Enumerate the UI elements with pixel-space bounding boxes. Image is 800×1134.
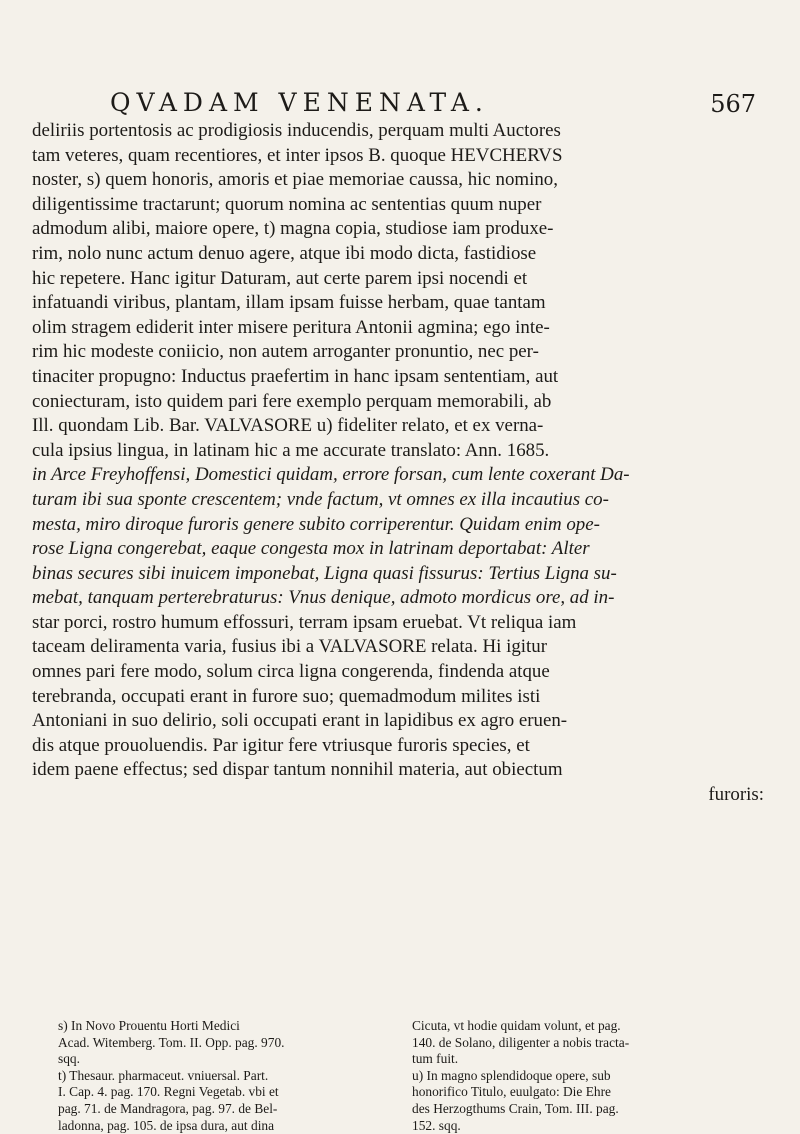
text-line: olim stragem ediderit inter misere peritura Antonii agmina; ego inte- [32,316,550,338]
text-line-italic [32,537,774,562]
text-line: hic repetere. Hanc igitur Daturam, aut certe parem ipsi nocendi et [32,267,528,289]
text-line: dis atque prouoluendis. Par igitur fere vtriusque furoris species, et [32,734,530,756]
text-line: omnes pari fere modo, solum circa ligna congerenda, findenda atque [32,661,550,683]
italic-text: mebat, tanquam perterebraturus: Vnus denique, admoto mordicus ore, ad in- [32,587,615,609]
footnote-line: ladonna, pag. 105. de ipsa dura, aut dina [58,1117,275,1133]
italic-text: rose Ligna congerebat, eaque congesta mox in latrinam deportabat: Alter [32,538,590,560]
text-line: star porci, rostro humum effossuri, terram ipsam eruebat. Vt reliqua iam [32,611,577,633]
text-line: taceam deliramenta varia, fusius ibi a VALVASORE relata. Hi igitur [32,636,548,658]
italic-text: in Arce Freyhoffensi, Domestici quidam, errore forsan, cum lente coxerant Da- [32,464,630,486]
text-line: rim, nolo nunc actum denuo agere, atque ibi modo dicta, fastidiose [32,242,537,264]
text-line: coniecturam, isto quidem pari fere exemplo perquam memorabili, ab [32,390,552,412]
text-line: tinaciter propugno: Inductus praefertim in hanc ipsam sententiam, aut [32,365,559,387]
footnote-line: sqq. [58,1051,80,1067]
text-line-italic [32,562,774,587]
italic-text: binas secures sibi inuicem imponebat, Ligna quasi fissurus: Tertius Ligna su- [32,562,617,584]
text-line: infatuandi viribus, plantam, illam ipsam fuisse herbam, quae tantam [32,292,546,314]
italic-text: mesta, miro diroque furoris genere subito corriperentur. Quidam enim ope- [32,513,600,535]
text-line: idem paene effectus; sed dispar tantum nonnihil materia, aut obiectum [32,759,563,781]
text-line: admodum alibi, maiore opere, t) magna copia, studiose iam produxe- [32,218,554,240]
text-line: diligentissime tractarunt; quorum nomina ac sententias quum nuper [32,193,542,215]
footnote-line: des Herzogthums Crain, Tom. III. pag. [412,1100,619,1116]
text-line: rim hic modeste coniicio, non autem arroganter pronuntio, nec per- [32,341,539,363]
main-text [32,119,774,808]
footnotes-left-column [58,1018,408,1134]
footnote-line: u) In magno splendidoque opere, sub [412,1067,611,1083]
page-number: 567 [710,90,756,118]
running-title: QVADAM VENENATA. [110,88,489,117]
text-line-italic [32,488,774,513]
footnote-line: s) In Novo Prouentu Horti Medici [58,1018,240,1033]
text-line-italic [32,513,774,538]
italic-text: turam ibi sua sponte crescentem; vnde factum, vt omnes ex illa incautius co- [32,488,609,510]
footnote-line: I. Cap. 4. pag. 170. Regni Vegetab. vbi et [58,1084,279,1100]
text-line-italic [32,463,774,488]
text-line-italic [32,586,774,611]
footnote-line: t) Thesaur. pharmaceut. vniuersal. Part. [58,1067,269,1083]
text-line: Antoniani in suo delirio, soli occupati erant in lapidibus ex agro eruen- [32,710,568,732]
footnote-line: 140. de Solano, diligenter a nobis tracta- [412,1034,630,1050]
text-line: Ill. quondam Lib. Bar. VALVASORE u) fideliter relato, et ex verna- [32,415,544,437]
text-line: tam veteres, quam recentiores, et inter ipsos B. quoque HEVCHERVS [32,144,563,166]
footnotes-right-column [412,1018,776,1134]
footnote-line: pag. 71. de Mandragora, pag. 97. de Bel- [58,1100,278,1116]
footnote-line: Cicuta, vt hodie quidam volunt, et pag. [412,1018,621,1033]
footnote-line: Acad. Witemberg. Tom. II. Opp. pag. 970. [58,1034,285,1050]
footnote-line: 152. sqq. [412,1117,461,1133]
footnote-line: honorifico Titulo, euulgato: Die Ehre [412,1084,611,1100]
footnote-line: tum fuit. [412,1051,459,1067]
text-line: terebranda, occupati erant in furore suo; quemadmodum milites isti [32,685,541,707]
text-line: deliriis portentosis ac prodigiosis inducendis, perquam multi Auctores [32,120,561,141]
text-line: cula ipsius lingua, in latinam hic a me accurate translato: Ann. 1685. [32,439,550,461]
text-line-catchword: furoris: [708,784,764,806]
text-line: noster, s) quem honoris, amoris et piae memoriae caussa, hic nomino, [32,169,558,191]
